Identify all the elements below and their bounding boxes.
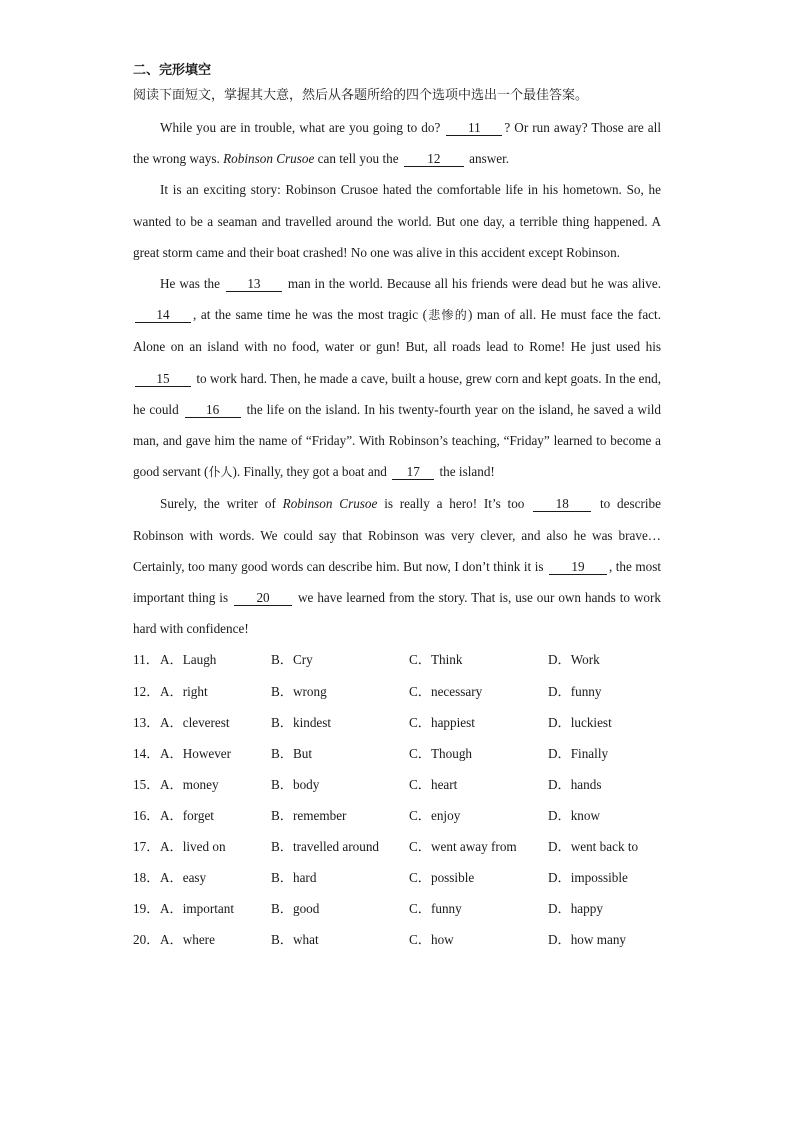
option-b: B．remember: [271, 807, 347, 823]
option-a: A．cleverest: [160, 714, 230, 730]
text: ? Or run away? Those are all the wrong ways.: [133, 120, 661, 167]
option-c: C．necessary: [409, 683, 483, 699]
option-d: D．impossible: [548, 870, 628, 886]
text: can tell you the: [314, 151, 402, 167]
option-b: B．But: [271, 745, 313, 761]
option-d: D．Finally: [548, 745, 609, 761]
option-b: B．travelled around: [271, 839, 380, 855]
text: man in the world. Because all his friends were dead but he was alive.: [283, 276, 661, 292]
blank-12: 12: [404, 151, 464, 167]
text: , at the same time he was the most tragic (: [193, 307, 427, 323]
option-a: A．where: [160, 932, 215, 948]
option-d: D．hands: [548, 776, 602, 792]
option-d: D．luckiest: [548, 714, 612, 730]
book-title: Robinson Crusoe: [282, 496, 378, 512]
text: ) man of all. He must face the fact. Alone on an island with no food, water or gun! But, all roads lead to Rome! He just used his: [133, 307, 661, 355]
option-b: B．hard: [271, 870, 317, 886]
question-row: [133, 831, 661, 862]
option-a: A．easy: [160, 870, 207, 886]
question-number: 11．: [133, 652, 159, 668]
blank-17: 17: [392, 464, 434, 480]
text: He was the: [160, 276, 224, 292]
blank-20: 20: [234, 590, 292, 606]
option-b: B．Cry: [271, 652, 313, 668]
blank-13: 13: [226, 276, 282, 292]
blank-19: 19: [549, 559, 607, 575]
question-row: [133, 738, 661, 769]
book-title: Robinson Crusoe: [223, 151, 315, 167]
option-a: A．forget: [160, 807, 214, 823]
option-c: C．possible: [409, 870, 475, 886]
section-title: 二、完形填空: [133, 63, 212, 78]
option-c: C．happiest: [409, 714, 475, 730]
option-a: A．right: [160, 683, 208, 699]
instructions: 阅读下面短文，掌握其大意，然后从各题所给的四个选项中选出一个最佳答案。: [133, 88, 589, 103]
chinese-gloss: 悲惨的: [426, 308, 468, 323]
option-c: C．went away from: [409, 839, 517, 855]
question-row: [133, 924, 661, 955]
document-page: [133, 60, 661, 955]
text: is really a hero! It’s too: [377, 496, 532, 512]
question-number: 16．: [133, 807, 160, 823]
option-a: A．lived on: [160, 839, 226, 855]
question-number: 15．: [133, 776, 160, 792]
question-number: 14．: [133, 745, 160, 761]
option-d: D．funny: [548, 683, 602, 699]
text: the life on the island. In his twenty-fourth year on the island, he saved a wild man, and gave him the name of “Friday”. With Robinson’s teaching, “Friday” learned to become a good servant (: [133, 401, 661, 480]
paragraph-3: [133, 268, 661, 488]
option-d: D．happy: [548, 901, 603, 917]
question-number: 17．: [133, 839, 160, 855]
option-c: C．how: [409, 932, 454, 948]
text: to describe Robinson with words. We could say that Robinson was very clever, and also he was brave… Certainly, too many good words can describe him. But now, I don’t think it is: [133, 496, 661, 574]
option-a: A．important: [160, 901, 234, 917]
text: the island!: [436, 464, 495, 480]
blank-15: 15: [135, 371, 191, 387]
option-c: C．Though: [409, 745, 473, 761]
answer-options: [133, 644, 661, 955]
option-d: D．know: [548, 807, 601, 823]
blank-16: 16: [185, 402, 241, 418]
option-b: B．body: [271, 776, 320, 792]
option-a: A．Laugh: [160, 652, 217, 668]
option-c: C．heart: [409, 776, 458, 792]
option-d: D．Work: [548, 652, 600, 668]
option-a: A．money: [160, 776, 219, 792]
question-number: 18．: [133, 870, 160, 886]
option-c: C．funny: [409, 901, 462, 917]
text: Surely, the writer of: [160, 496, 283, 512]
question-row: [133, 644, 661, 675]
blank-11: 11: [446, 120, 502, 136]
question-row: [133, 707, 661, 738]
text: we have learned from the story. That is, use our own hands to work hard with confidence!: [133, 590, 662, 637]
option-b: B．wrong: [271, 683, 327, 699]
question-row: [133, 862, 661, 893]
text: to work hard. Then, he made a cave, built a house, grew corn and kept goats. In the end, he could: [133, 370, 661, 417]
text: ). Finally, they got a boat and: [232, 464, 391, 480]
option-d: D．went back to: [548, 839, 639, 855]
question-number: 12．: [133, 683, 160, 699]
question-number: 19．: [133, 901, 160, 917]
text: answer.: [465, 151, 510, 167]
option-b: B．what: [271, 932, 319, 948]
question-row: [133, 676, 661, 707]
text: , the most important thing is: [133, 558, 662, 606]
question-row: [133, 800, 661, 831]
option-c: C．Think: [409, 652, 463, 668]
question-row: [133, 893, 661, 924]
blank-18: 18: [533, 496, 591, 512]
option-a: A．However: [160, 745, 232, 761]
option-b: B．kindest: [271, 714, 332, 730]
blank-14: 14: [135, 307, 191, 323]
paragraph-2: It is an exciting story: Robinson Crusoe hated the comfortable life in his hometown. So, he wanted to be a seaman and travelled around the world. But one day, a terrible thing happened. A great storm came and their boat crashed! No one was alive in this accident except Robinson.: [133, 182, 661, 260]
question-row: [133, 769, 661, 800]
option-b: B．good: [271, 901, 320, 917]
chinese-gloss: 仆人: [208, 465, 233, 480]
question-number: 13．: [133, 714, 160, 730]
option-c: C．enjoy: [409, 807, 461, 823]
question-number: 20．: [133, 932, 160, 948]
option-d: D．how many: [548, 932, 627, 948]
text: While you are in trouble, what are you going to do?: [160, 120, 445, 135]
paragraph-1: [133, 112, 661, 174]
paragraph-4: [133, 488, 661, 644]
